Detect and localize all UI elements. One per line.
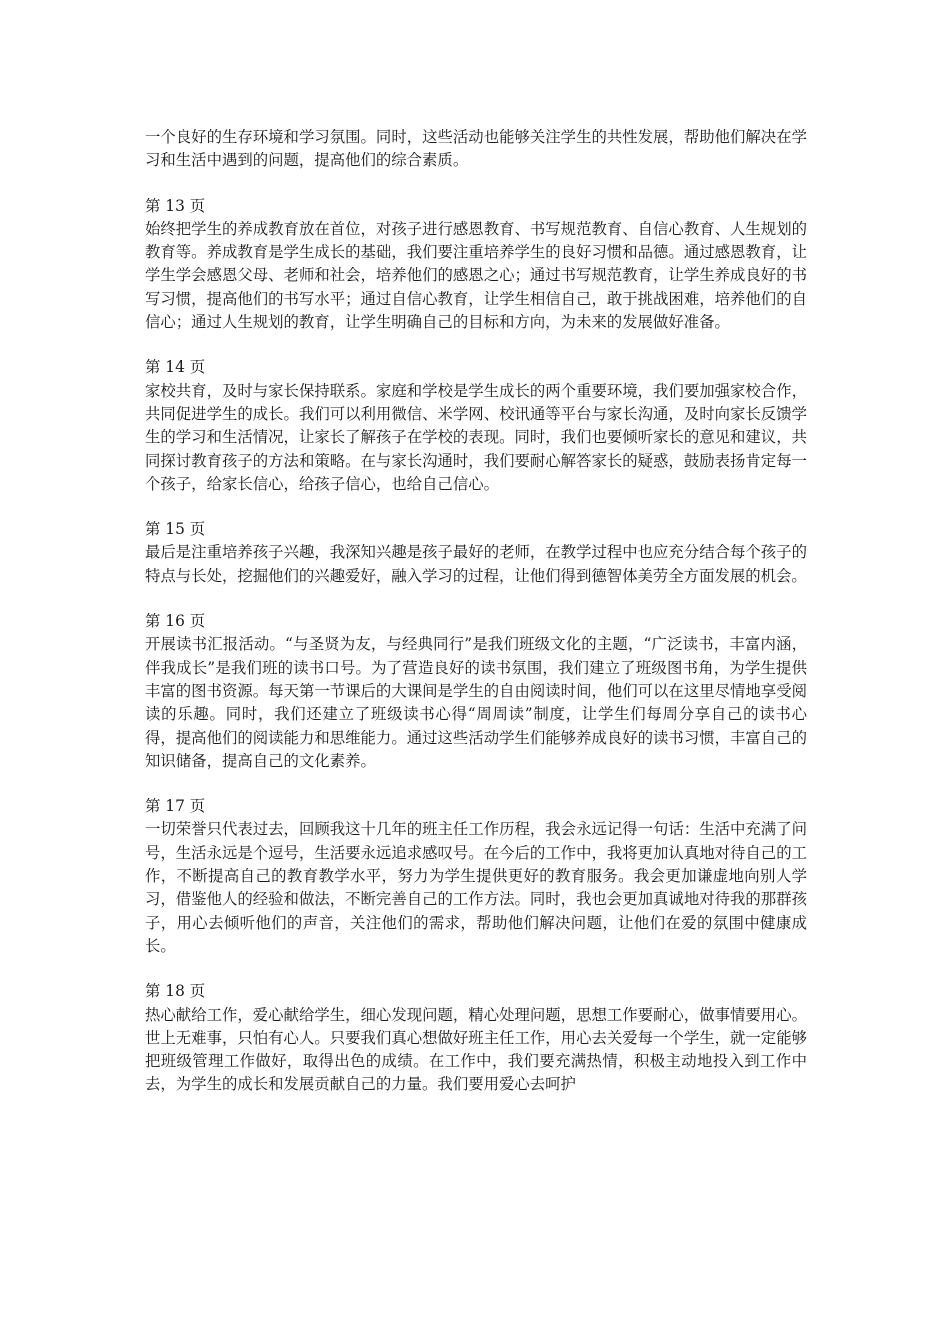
document-page	[145, 126, 807, 1119]
page-heading: 第 14 页	[145, 358, 206, 377]
page-heading: 第 13 页	[145, 196, 206, 215]
section-paragraph: 一切荣誉只代表过去，回顾我这十几年的班主任工作历程，我会永远记得一句话：生活中充满了问号，生活永远是个逗号，生活要永远追求感叹号。在今后的工作中，我将更加认真地对待自己的工作，不断提高自己的教育教学水平，努力为学生提供更好的教育服务。我会更加谦虚地向别人学习，借鉴他人的经验和做法，不断完善自己的工作方法。同时，我也会更加真诚地对待我的那群孩子，用心去倾听他们的声音，关注他们的需求，帮助他们解决问题，让他们在爱的氛围中健康成长。	[145, 820, 807, 955]
section-paragraph: 最后是注重培养孩子兴趣，我深知兴趣是孩子最好的老师，在教学过程中也应充分结合每个孩子的特点与长处，挖掘他们的兴趣爱好，融入学习的过程，让他们得到德智体美劳全方面发展的机会。	[145, 543, 807, 585]
section-page-16	[145, 610, 807, 773]
section-page-14	[145, 356, 807, 496]
section-page-18	[145, 980, 807, 1096]
section-paragraph: 开展读书汇报活动。“与圣贤为友，与经典同行”是我们班级文化的主题，“广泛读书，丰富内涵，伴我成长”是我们班的读书口号。为了营造良好的读书氛围，我们建立了班级图书角，为学生提供丰富的图书资源。每天第一节课后的大课间是学生的自由阅读时间，他们可以在这里尽情地享受阅读的乐趣。同时，我们还建立了班级读书心得“周周读”制度，让学生们每周分享自己的读书心得，提高他们的阅读能力和思维能力。通过这些活动学生们能够养成良好的读书习惯，丰富自己的知识储备，提高自己的文化素养。	[145, 635, 807, 770]
intro-paragraph: 一个良好的生存环境和学习氛围。同时，这些活动也能够关注学生的共性发展，帮助他们解决在学习和生活中遇到的问题，提高他们的综合素质。	[145, 128, 807, 170]
page-heading: 第 16 页	[145, 612, 206, 631]
section-page-13	[145, 195, 807, 335]
section-paragraph: 始终把学生的养成教育放在首位，对孩子进行感恩教育、书写规范教育、自信心教育、人生规划的教育等。养成教育是学生成长的基础，我们要注重培养学生的良好习惯和品德。通过感恩教育，让学生学会感恩父母、老师和社会，培养他们的感恩之心；通过书写规范教育，让学生养成良好的书写习惯，提高他们的书写水平；通过自信心教育，让学生相信自己，敢于挑战困难，培养他们的自信心；通过人生规划的教育，让学生明确自己的目标和方向，为未来的发展做好准备。	[145, 219, 807, 332]
section-paragraph: 家校共育，及时与家长保持联系。家庭和学校是学生成长的两个重要环境，我们要加强家校合作，共同促进学生的成长。我们可以利用微信、米学网、校讯通等平台与家长沟通，及时向家长反馈学生的学习和生活情况，让家长了解孩子在学校的表现。同时，我们也要倾听家长的意见和建议，共同探讨教育孩子的方法和策略。在与家长沟通时，我们要耐心解答家长的疑惑，鼓励表扬肯定每一个孩子，给家长信心，给孩子信心，也给自己信心。	[145, 381, 807, 493]
page-heading: 第 15 页	[145, 520, 206, 539]
section-page-15	[145, 518, 807, 588]
page-heading: 第 18 页	[145, 982, 206, 1001]
page-heading: 第 17 页	[145, 797, 206, 816]
section-paragraph: 热心献给工作，爱心献给学生，细心发现问题，精心处理问题，思想工作要耐心，做事情要用心。世上无难事，只怕有心人。只要我们真心想做好班主任工作，用心去关爱每一个学生，就一定能够把班级管理工作做好，取得出色的成绩。在工作中，我们要充满热情，积极主动地投入到工作中去，为学生的成长和发展贡献自己的力量。我们要用爱心去呵护	[145, 1005, 807, 1094]
section-page-17	[145, 795, 807, 958]
